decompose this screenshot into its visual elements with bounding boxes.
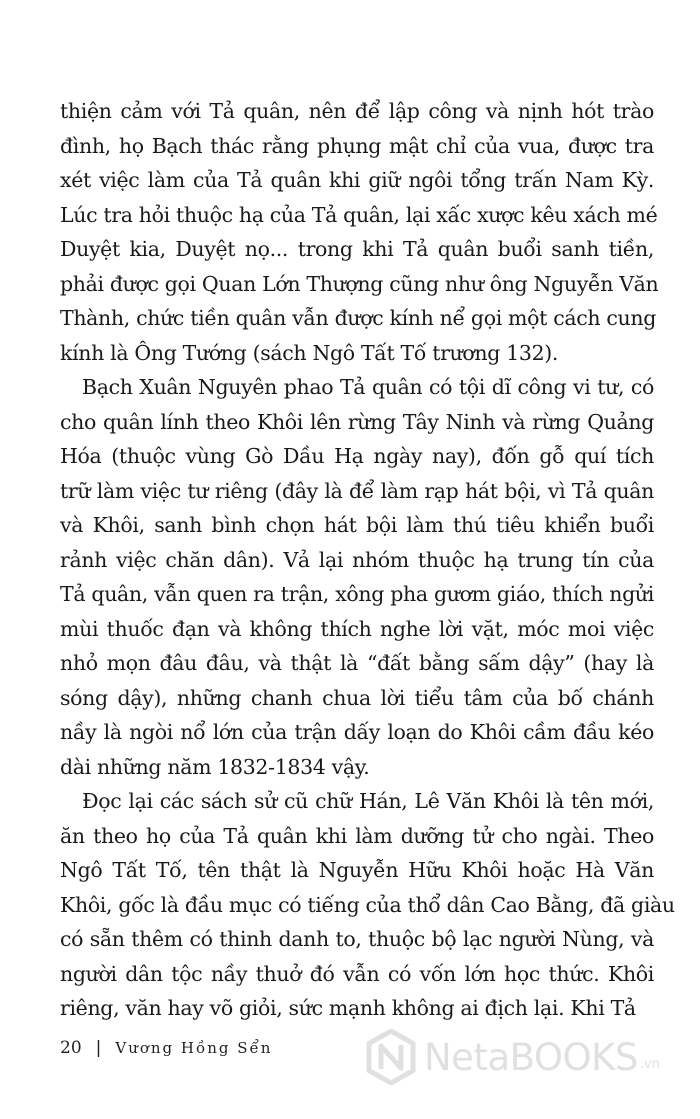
text-line: nầy là ngòi nổ lớn của trận dấy loạn do Khôi cầm đầu kéo xyxy=(60,720,654,744)
text-line: kính là Ông Tướng (sách Ngô Tất Tố trương 132). xyxy=(60,340,559,365)
text-line: sóng dậy), những chanh chua lời tiểu tâm của bố chánh xyxy=(60,685,654,710)
text-line: ăn theo họ của Tả quân khi làm dưỡng tử cho ngài. Theo xyxy=(60,823,654,848)
author-name: Vương Hồng Sển xyxy=(115,1039,273,1057)
text-line: Đọc lại các sách sử cũ chữ Hán, Lê Văn Khôi là tên mới, xyxy=(82,789,654,813)
text-line: có sẵn thêm có thinh danh to, thuộc bộ lạc người Nùng, và xyxy=(60,927,654,951)
paragraph xyxy=(60,94,659,370)
paragraph xyxy=(60,784,675,1026)
text-line: nhỏ mọn đâu đâu, và thật là “đất bằng sấm dậy” (hay là xyxy=(60,651,654,675)
text-line: mùi thuốc đạn và không thích nghe lời vặt, móc moi việc xyxy=(60,616,654,641)
page-number: 20 xyxy=(60,1038,82,1058)
text-line: Thành, chức tiền quân vẫn được kính nể gọi một cách cung xyxy=(60,306,656,330)
text-line: thiện cảm với Tả quân, nên để lập công và nịnh hót trào xyxy=(60,99,654,123)
watermark xyxy=(366,1027,660,1087)
paragraph xyxy=(60,370,654,784)
text-line: rảnh việc chăn dân). Vả lại nhóm thuộc hạ trung tín của xyxy=(60,547,654,572)
text-line: Bạch Xuân Nguyên phao Tả quân có tội dĩ công vi tư, có xyxy=(82,375,654,399)
page-footer xyxy=(60,1038,272,1058)
text-line: Tả quân, vẫn quen ra trận, xông pha gươm giáo, thích ngửi xyxy=(60,582,654,606)
text-line: cho quân lính theo Khôi lên rừng Tây Ninh và rừng Quảng xyxy=(60,409,654,434)
text-line: xét việc làm của Tả quân khi giữ ngôi tổng trấn Nam Kỳ. xyxy=(60,168,654,192)
text-line: Ngô Tất Tố, tên thật là Nguyễn Hữu Khôi hoặc Hà Văn xyxy=(60,858,654,882)
footer-separator: | xyxy=(95,1038,102,1058)
text-line: dài những năm 1832-1834 vậy. xyxy=(60,754,370,779)
text-line: phải được gọi Quan Lớn Thượng cũng như ông Nguyễn Văn xyxy=(60,271,659,296)
body-text xyxy=(60,94,675,1026)
text-line: Duyệt kia, Duyệt nọ... trong khi Tả quân buổi sanh tiền, xyxy=(60,237,654,261)
watermark-suffix: .vn xyxy=(639,1056,660,1072)
text-line: đình, họ Bạch thác rằng phụng mật chỉ của vua, được tra xyxy=(60,133,654,158)
text-line: Lúc tra hỏi thuộc hạ của Tả quân, lại xấc xược kêu xách mé xyxy=(60,202,658,227)
watermark-brand: NetaBOOKS xyxy=(424,1035,638,1079)
text-line: người dân tộc nầy thuở đó vẫn có vốn lớn học thức. Khôi xyxy=(60,961,654,986)
text-line: trữ làm việc tư riêng (đây là để làm rạp hát bội, vì Tả quân xyxy=(60,478,654,503)
text-line: riêng, văn hay võ giỏi, sức mạnh không ai địch lại. Khi Tả xyxy=(60,996,636,1020)
text-line: và Khôi, sanh bình chọn hát bội làm thú tiêu khiển buổi xyxy=(60,513,654,537)
text-line: Hóa (thuộc vùng Gò Dầu Hạ ngày nay), đốn gỗ quí tích xyxy=(60,444,654,468)
text-line: Khôi, gốc là đầu mục có tiếng của thổ dân Cao Bằng, đã giàu xyxy=(60,892,675,917)
netabooks-logo-icon xyxy=(366,1029,416,1085)
